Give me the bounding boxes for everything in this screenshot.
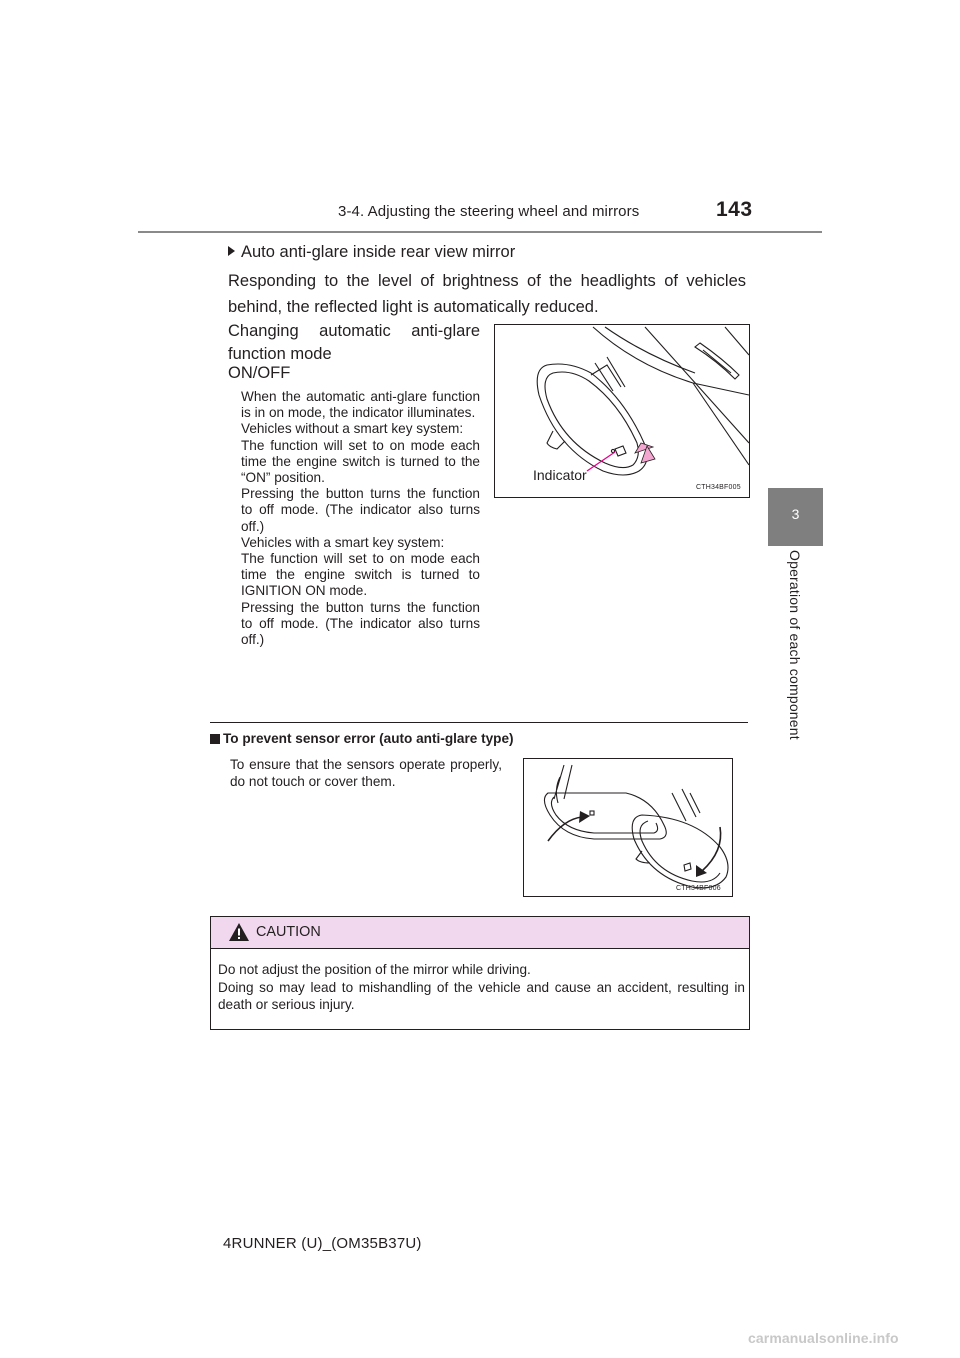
page-number: 143 (716, 198, 753, 221)
chapter-tab-number (768, 488, 823, 546)
chapter-number: 3 (791, 506, 800, 522)
caution-text (218, 961, 745, 1014)
caution-line: Do not adjust the position of the mirror while driving. (218, 962, 531, 977)
caution-header (211, 917, 749, 949)
description-line: Pressing the button turns the function to off mode. (The indicator also turns off.) (241, 599, 480, 648)
indicator-label: Indicator (533, 467, 587, 483)
description-line: Vehicles without a smart key system: (241, 421, 464, 437)
warning-triangle-icon (228, 922, 250, 942)
section-divider (210, 722, 748, 723)
caution-title: CAUTION (256, 924, 321, 940)
bullet-heading-text: Auto anti-glare inside rear view mirror (241, 243, 516, 261)
figure1-code: CTH34BF005 (696, 484, 741, 491)
figure2-code: CTH34BF006 (676, 885, 721, 892)
triangle-bullet-icon (228, 246, 235, 256)
description-line: Pressing the button turns the function to off mode. (The indicator also turns off.) (241, 486, 480, 534)
chapter-label: Operation of each component (787, 550, 803, 740)
sub-heading: Changing automatic anti-glare function mode (228, 322, 480, 363)
sensor-illustration (524, 759, 732, 896)
note-heading (210, 731, 514, 746)
description-line: The function will set to on mode each time the engine switch is turned to the “ON” position. (241, 437, 480, 486)
description-line: Vehicles with a smart key system: (241, 534, 445, 550)
description-line: When the automatic anti-glare function is in on mode, the indicator illuminates. (241, 389, 480, 421)
header-rule (138, 231, 822, 233)
caution-line: Doing so may lead to mishandling of the vehicle and cause an accident, resulting in death or serious injury. (218, 979, 745, 1012)
caution-box (210, 916, 750, 1030)
chapter-tab-label (768, 546, 823, 748)
note-heading-text: To prevent sensor error (auto anti-glare type) (223, 731, 514, 746)
bullet-heading (228, 243, 515, 262)
footer-model: 4RUNNER (U)_(OM35B37U) (223, 1235, 422, 1252)
sensor-figure (523, 758, 733, 897)
description-line: The function will set to on mode each time the engine switch is turned to IGNITION ON mode. (241, 551, 480, 599)
onoff-label: ON/OFF (228, 364, 291, 382)
description (241, 389, 480, 648)
intro-paragraph: Responding to the level of brightness of the headlights of vehicles behind, the reflected light is automatically reduced. (228, 272, 746, 316)
section-title: 3-4. Adjusting the steering wheel and mirrors (338, 203, 640, 220)
note-text: To ensure that the sensors operate properly, do not touch or cover them. (230, 757, 502, 789)
square-bullet-icon (210, 734, 220, 744)
watermark: carmanualsonline.info (748, 1330, 899, 1346)
